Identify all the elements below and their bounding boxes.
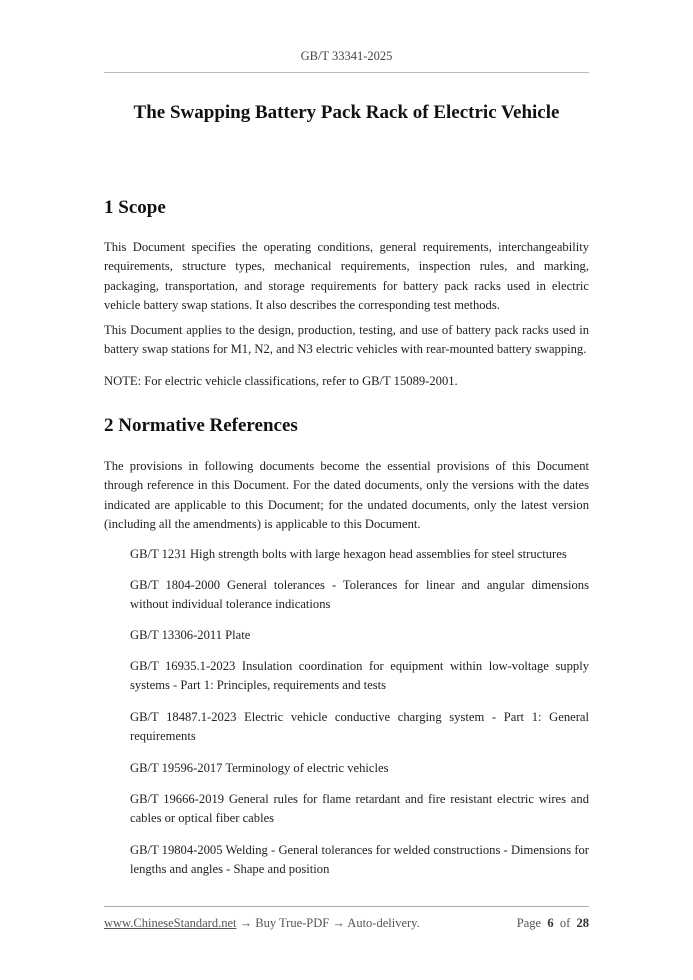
reference-item: GB/T 19804-2005 Welding - General tolerances for welded constructions - Dimensions for lengths and angles - Shape and position — [130, 843, 589, 877]
page-number — [517, 916, 589, 931]
scope-paragraph: This Document specifies the operating conditions, general requirements, interchangeability requirements, structure types, mechanical requirements, inspection rules, and marking, packaging, transportation, and storage requirements for battery pack racks used in electric vehicle battery swap stations. It also describes the corresponding test methods. — [104, 240, 589, 312]
reference-item: GB/T 1231 High strength bolts with large hexagon head assemblies for steel structures — [130, 547, 567, 561]
footer-promo — [104, 916, 420, 931]
footer-promo-text: → Buy True-PDF → Auto-delivery. — [236, 916, 420, 930]
reference-item: GB/T 16935.1-2023 Insulation coordination for equipment within low-voltage supply systems - Part 1: Principles, requirements and tests — [130, 659, 589, 693]
reference-item: GB/T 1804-2000 General tolerances - Tolerances for linear and angular dimensions without individual tolerance indications — [130, 578, 589, 612]
page-header: GB/T 33341-2025 — [300, 49, 393, 63]
section-heading-normative-references: 2 Normative References — [104, 415, 298, 436]
scope-note: NOTE: For electric vehicle classifications, refer to GB/T 15089-2001. — [104, 374, 458, 388]
reference-item: GB/T 19666-2019 General rules for flame retardant and fire resistant electric wires and cables or optical fiber cables — [130, 792, 589, 826]
reference-item: GB/T 19596-2017 Terminology of electric vehicles — [130, 761, 389, 775]
document-title: The Swapping Battery Pack Rack of Electric Vehicle — [133, 102, 560, 123]
page-label: Page — [516, 916, 542, 930]
page-footer — [104, 916, 589, 931]
reference-item: GB/T 13306-2011 Plate — [130, 628, 251, 642]
of-label: of — [559, 916, 571, 930]
footer-divider — [104, 906, 589, 907]
header-divider — [104, 72, 589, 73]
reference-item: GB/T 18487.1-2023 Electric vehicle conductive charging system - Part 1: General requirements — [130, 710, 589, 744]
current-page: 6 — [547, 916, 554, 930]
total-pages: 28 — [576, 916, 589, 930]
references-intro: The provisions in following documents become the essential provisions of this Document through reference in this Document. For the dated documents, only the versions with the dates indicated are applicable to this Document; for the undated documents, only the latest version (including all the amendments) is applicable to this Document. — [104, 459, 589, 531]
section-heading-scope: 1 Scope — [104, 197, 166, 218]
scope-paragraph: This Document applies to the design, production, testing, and use of battery pack racks used in battery swap stations for M1, N2, and N3 electric vehicles with rear-mounted battery swapping. — [104, 323, 589, 357]
website-link[interactable]: www.ChineseStandard.net — [104, 916, 237, 930]
